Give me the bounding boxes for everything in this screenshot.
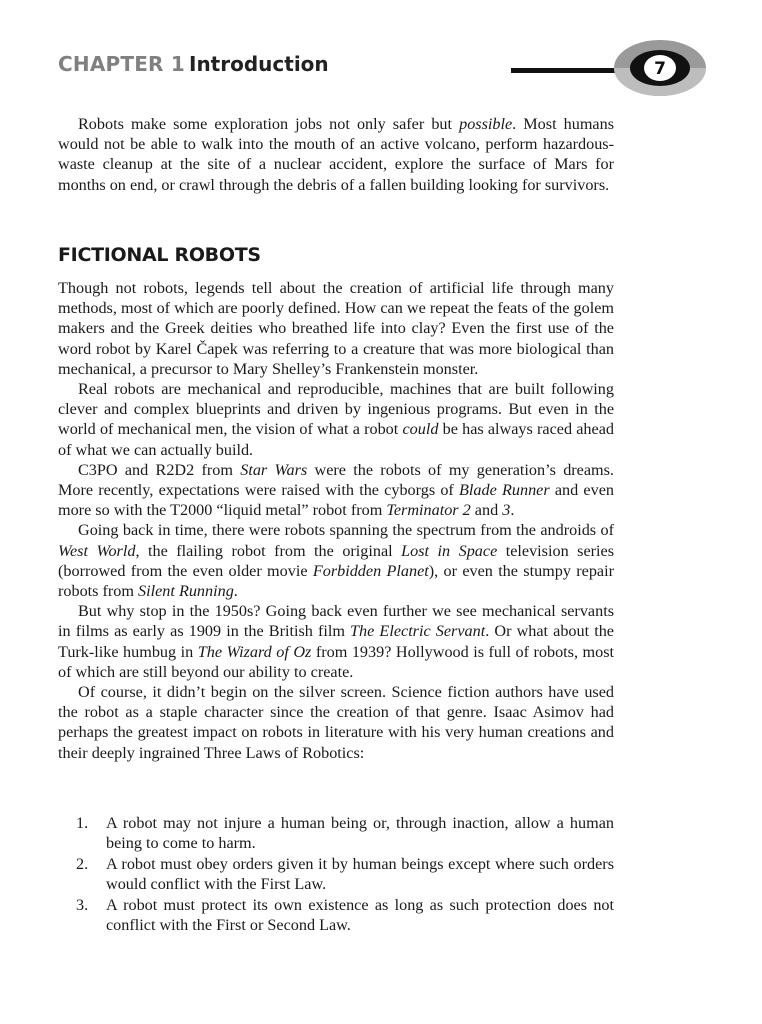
body-paragraph bbox=[58, 460, 614, 521]
text-run: , the flailing robot from the original bbox=[135, 541, 402, 560]
chapter-label: CHAPTER 1 bbox=[58, 52, 185, 76]
italic-run: 3 bbox=[502, 501, 511, 520]
italic-run: Forbidden Planet bbox=[312, 561, 429, 580]
italic-run: Lost in Space bbox=[401, 541, 498, 560]
text-run: . bbox=[233, 582, 238, 601]
italic-run: The Electric Servant bbox=[350, 622, 486, 641]
italic-run: Silent Running bbox=[138, 582, 234, 601]
text-run: Robots make some exploration jobs not only safer but bbox=[78, 115, 460, 133]
italic-run: Star Wars bbox=[240, 460, 308, 479]
law-text: A robot may not injure a human being or, through inaction, allow a human being to come to harm. bbox=[106, 814, 614, 853]
three-laws-list bbox=[58, 813, 614, 936]
text-run: were the robots of my generation’s dreams. More recently, expectations were raised with the cyborgs of bbox=[58, 460, 614, 500]
intro-block bbox=[58, 114, 614, 195]
text-run: C3PO and R2D2 from bbox=[78, 460, 241, 479]
law-item bbox=[58, 854, 614, 894]
text-run: and bbox=[470, 501, 503, 520]
italic-run: The Wizard of Oz bbox=[197, 642, 312, 661]
text-run: be has always raced ahead of what we can actually build. bbox=[58, 420, 614, 459]
italic-run: West World bbox=[58, 541, 136, 560]
chapter-title: Introduction bbox=[189, 52, 329, 76]
body-paragraph bbox=[58, 379, 614, 460]
law-text: A robot must obey orders given it by human beings except where such orders would conflict with the First Law. bbox=[106, 855, 614, 894]
text-run: and even more so with the T2000 “liquid metal” robot from bbox=[58, 481, 614, 520]
text-run: . Most humans would not be able to walk into the mouth of an active volcano, perform hazardous-waste cleanup at the site of a nuclear accident, explore the surface of Mars for months on end, or crawl through the debris of a fallen building looking for survivors. bbox=[58, 115, 614, 194]
text-run: Going back in time, there were robots spanning the spectrum from the androids of bbox=[78, 521, 614, 540]
section-heading: FICTIONAL ROBOTS bbox=[58, 244, 261, 266]
intro-paragraph bbox=[58, 114, 614, 195]
text-run: . Or what about the Turk-like humbug in bbox=[58, 622, 614, 661]
body-paragraph bbox=[58, 278, 614, 379]
text-run: Though not robots, legends tell about the creation of artificial life through many methods, most of which are poorly defined. How can we repeat the feats of the golem makers and the Greek deities who breathed life into clay? Even the first use of the word robot by Karel Čapek was referring to a creature that was more biological than mechanical, a precursor to Mary Shelley’s Frankenstein monster. bbox=[58, 279, 614, 378]
law-number: 2. bbox=[76, 855, 89, 873]
text-run: from 1939? Hollywood is full of robots, most of which are still beyond our ability to create. bbox=[58, 642, 614, 681]
text-run: . bbox=[510, 501, 515, 520]
text-run: television series (borrowed from the even older movie bbox=[58, 541, 615, 580]
section-body bbox=[58, 278, 614, 763]
italic-run: could bbox=[402, 420, 439, 439]
body-paragraph bbox=[58, 520, 614, 601]
body-paragraph bbox=[58, 601, 614, 682]
law-text: A robot must protect its own existence as long as such protection does not conflict with the First or Second Law. bbox=[106, 896, 614, 935]
page-number-badge bbox=[612, 38, 708, 98]
law-number: 3. bbox=[76, 896, 89, 914]
text-run: Real robots are mechanical and reproducible, machines that are built following clever and complex blueprints and driven by ingenious programs. But even in the world of mechanical men, the vision of what a robot bbox=[58, 380, 614, 439]
law-number: 1. bbox=[76, 814, 89, 832]
body-paragraph bbox=[58, 682, 614, 763]
text-run: But why stop in the 1950s? Going back even further we see mechanical servants in films as early as 1909 in the British film bbox=[58, 602, 614, 641]
page-number: 7 bbox=[654, 59, 666, 79]
law-item bbox=[58, 895, 614, 935]
italic-run: Terminator 2 bbox=[386, 501, 471, 520]
italic-run: Blade Runner bbox=[459, 481, 550, 500]
text-run: ), or even the stumpy repair robots from bbox=[58, 561, 615, 601]
law-item bbox=[58, 813, 614, 853]
text-run: Of course, it didn’t begin on the silver screen. Science fiction authors have used the robot as a staple character since the creation of that genre. Isaac Asimov had perhaps the greatest impact on robots in literature with his very human creations and their deeply ingrained Three Laws of Robotics: bbox=[58, 683, 614, 762]
italic-run: possible bbox=[459, 115, 513, 133]
